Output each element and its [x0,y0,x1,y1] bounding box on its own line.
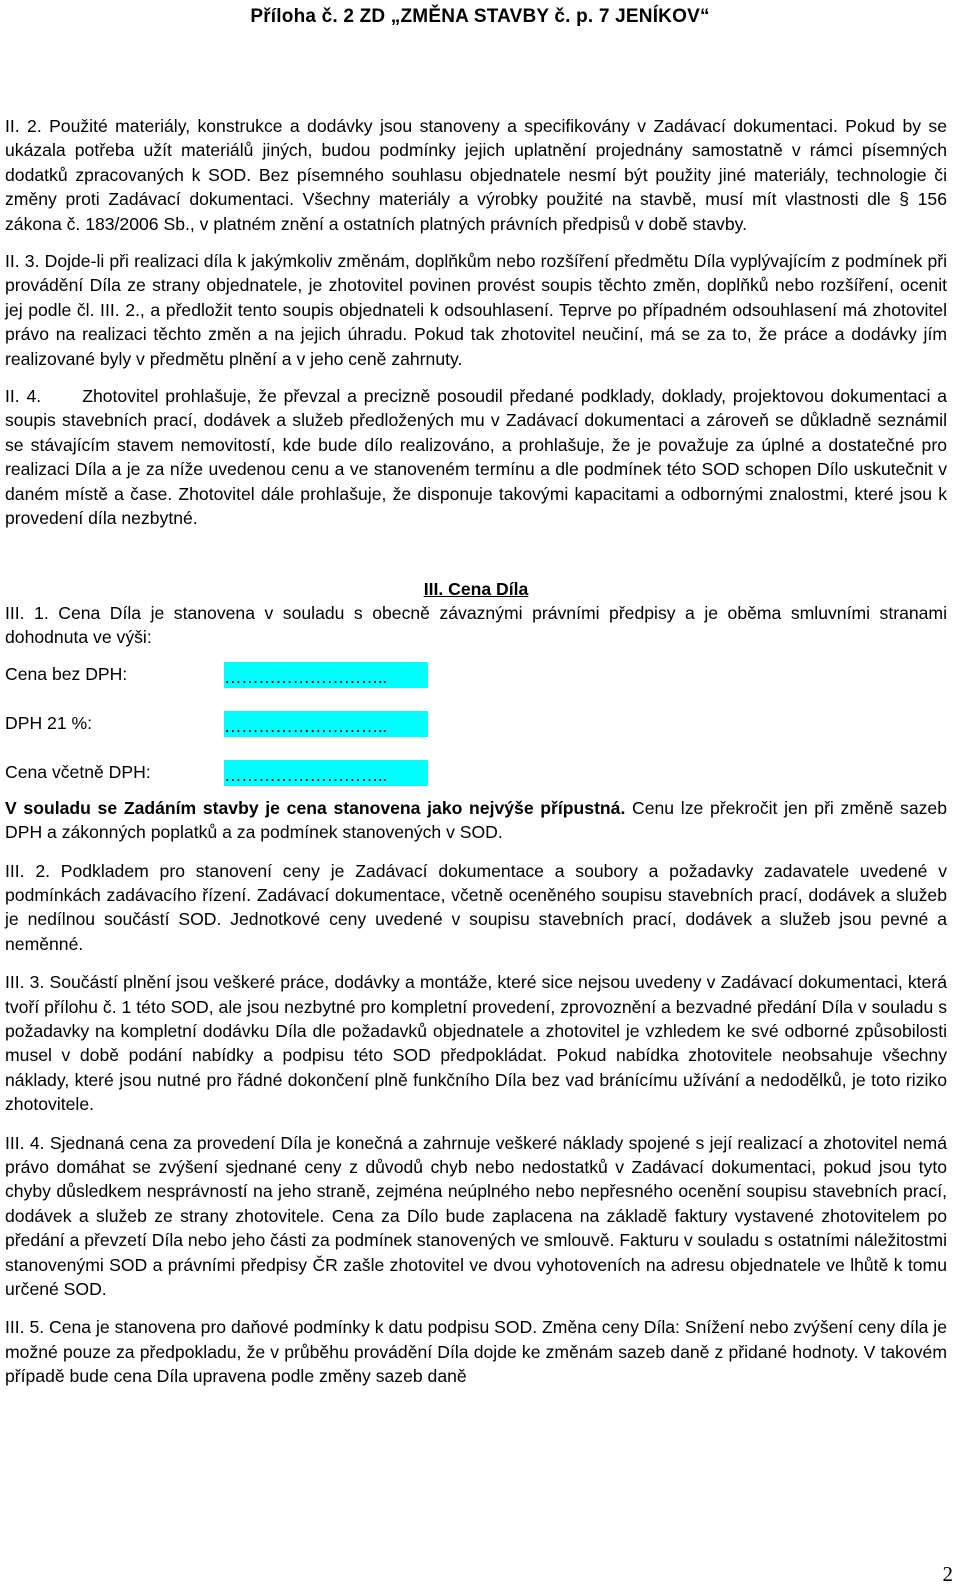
price-value-field[interactable]: ……………………….. [224,662,428,688]
max-price-condition: Cenu lze překročit jen při změně sazeb DPH a zákonných poplatků a za podmínek stanovených v SOD. [5,797,947,843]
paragraph-3-1: III. 1. Cena Díla je stanovena v souladu s obecně závaznými právními předpisy a je oběma smluvními stranami dohodnuta ve výši: [5,602,947,648]
price-value-field[interactable]: ……………………….. [224,760,428,786]
paragraph-2-4: II. 4. Zhotovitel prohlašuje, že převzal a precizně posoudil předané podklady, doklady, projektovou dokumentaci a soupis stavebních prací, dodávek a služeb předložených mu v Zadávací dokumentaci a zároveň se důkladně seznámil se stávajícím stavem nemovitostí, kde bude dílo realizováno, a prohlašuje, že je považuje za úplné a dostatečné pro realizaci Díla a je za níže uvedenou cenu a ve stanoveném termínu a dle podmínek této SOD schopen Dílo uskutečnit v daném místě a čase. Zhotovitel dále prohlašuje, že disponuje takovými kapacitami a odbornými znalostmi, které jsou k provedení díla nezbytné. [5,386,952,529]
price-label: Cena včetně DPH: [5,761,151,782]
price-label: Cena bez DPH: [5,663,128,684]
paragraph-3-2: III. 2. Podkladem pro stanovení ceny je Zadávací dokumentace a soubory a požadavky zadavatele uvedené v podmínkách zadávacího řízení. Zadávací dokumentace, včetně oceněného soupisu stavebních prací, dodávek a služeb je nedílnou součástí SOD. Jednotkové ceny uvedené v soupisu stavebních prací, dodávek a služeb jsou pevné a neměnné. [5,860,947,954]
section-title: III. Cena Díla [423,578,529,599]
price-row-vat [5,711,947,735]
paragraph-3-5: III. 5. Cena je stanovena pro daňové podmínky k datu podpisu SOD. Změna ceny Díla: Snížení nebo zvýšení ceny díla je možné pouze za předpokladu, že v průběhu provádění Díla dojde ke změnám sazeb daně z přidané hodnoty. V takovém případě bude cena Díla upravena podle změny sazeb daně [5,1317,947,1387]
price-row-with-vat [5,760,947,784]
paragraph-max-price [5,796,947,845]
price-value-field[interactable]: ……………………….. [224,711,428,737]
document-header: Příloha č. 2 ZD „ZMĚNA STAVBY č. p. 7 JENÍKOV“ [250,6,710,27]
page-number: 2 [942,1562,953,1586]
document-body [5,114,952,1389]
price-table [5,662,947,784]
paragraph-3-3: III. 3. Součástí plnění jsou veškeré práce, dodávky a montáže, které sice nejsou uvedeny v Zadávací dokumentaci, která tvoří přílohu č. 1 této SOD, ale jsou nezbytné pro kompletní provedení, zprovoznění a bezvadné předání Díla v souladu s požadavky na kompletní dodávku Díla dle požadavků objednatele a zhotovitel je vzhledem ke své odborné způsobilosti musel v době podání nabídky a podpisu této SOD předpokládat. Pokud nabídka zhotovitele neobsahuje všechny náklady, které jsou nutné pro řádné dokončení plně funkčního Díla bez vad bránícímu užívání a nedodělků, je toto riziko zhotovitele. [5,972,947,1115]
paragraph-2-2: II. 2. Použité materiály, konstrukce a dodávky jsou stanoveny a specifikovány v Zadávací dokumentaci. Pokud by se ukázala potřeba užít materiálů jiných, budou podmínky jejich uplatnění projednány samostatně v rámci písemných dodatků zpracovaných k SOD. Bez písemného souhlasu objednatele nesmí být použity jiné materiály, technologie či změny proti Zadávací dokumentaci. Všechny materiály a výrobky použité na stavbě, musí mít vlastnosti dle § 156 zákona č. 183/2006 Sb., v platném znění a ostatních platných právních předpisů v době stavby. [5,116,947,234]
price-row-without-vat [5,662,947,686]
max-price-statement: V souladu se Zadáním stavby je cena stanovena jako nejvýše přípustná. [5,797,626,818]
paragraph-2-3: II. 3. Dojde-li při realizaci díla k jakýmkoliv změnám, doplňkům nebo rozšíření předmětu Díla vyplývajícím z podmínek při provádění Díla ze strany objednatele, je zhotovitel povinen provést soupis těchto změn, doplňků nebo rozšíření, ocenit jej podle čl. III. 2., a předložit tento soupis objednateli k odsouhlasení. Teprve po případném odsouhlasení má zhotovitel právo na realizaci těchto změn a na jejich úhradu. Pokud tak zhotovitel neučiní, má se za to, že práce a dodávky jím realizované byly v předmětu plnění a v jeho ceně zahrnuty. [5,251,947,369]
paragraph-3-4: III. 4. Sjednaná cena za provedení Díla je konečná a zahrnuje veškeré náklady spojené s její realizací a zhotovitel nemá právo domáhat se zvýšení sjednané ceny z důvodů chyb nebo nedostatků v Zadávací dokumentaci, pokud jsou tyto chyby důsledkem nesprávností na jeho straně, zejména neúplného nebo nepřesného ocenění soupisu stavebních prací, dodávek a služeb ze strany zhotovitele. Cena za Dílo bude zaplacena na základě faktury vystavené zhotovitelem po předání a převzetí Díla nebo jeho části za podmínek stanovených ve smlouvě. Fakturu v souladu s ostatními náležitostmi stanovenými SOD a právními předpisy ČR zašle zhotovitel ve dvou vyhotoveních na adresu objednatele ve lhůtě k tomu určené SOD. [5,1132,947,1300]
price-label: DPH 21 %: [5,712,93,733]
